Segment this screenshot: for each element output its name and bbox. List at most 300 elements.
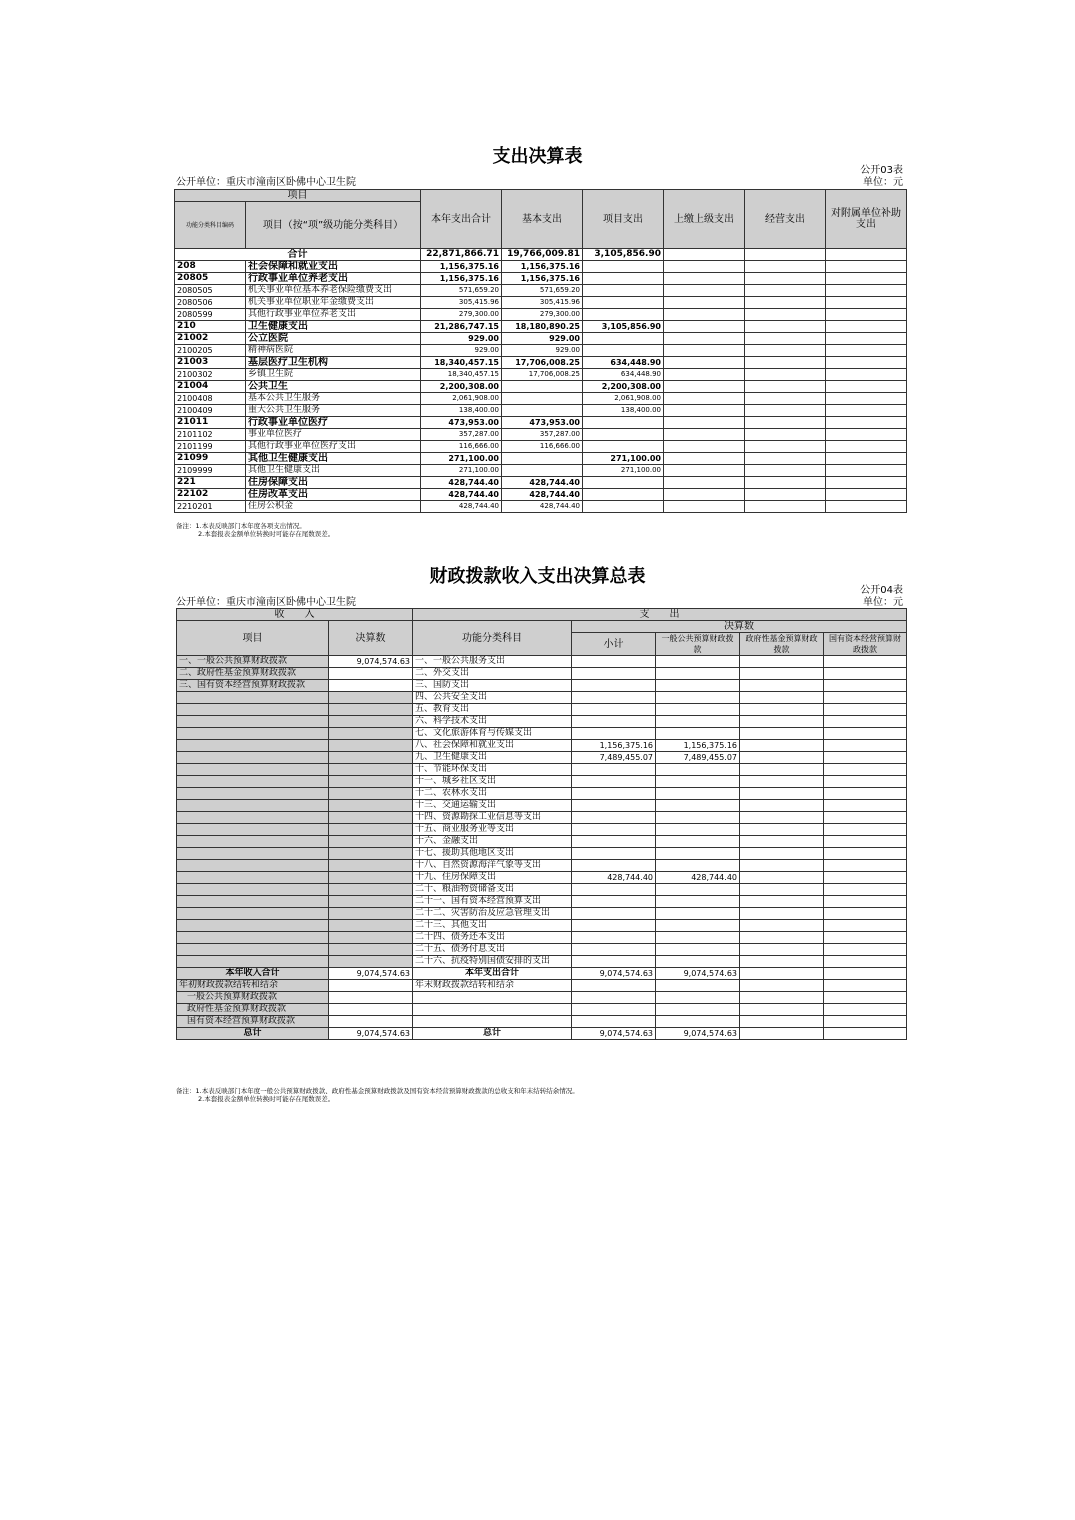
expense-gov-fund xyxy=(740,1016,824,1028)
row-total: 116,666.00 xyxy=(421,441,502,453)
function-item: 三、国防支出 xyxy=(413,680,572,692)
expense-gov-fund xyxy=(740,872,824,884)
row-proj xyxy=(583,297,664,309)
income-item xyxy=(177,800,329,812)
row-basic: 357,287.00 xyxy=(502,429,583,441)
row-code: 2080599 xyxy=(175,309,246,321)
empty-cell xyxy=(826,297,907,309)
income-item: 年初财政拨款结转和结余 xyxy=(177,980,329,992)
expense-general xyxy=(656,668,740,680)
expense-general xyxy=(656,848,740,860)
table-row xyxy=(177,668,907,680)
function-item: 一、一般公共服务支出 xyxy=(413,656,572,668)
expense-state-capital xyxy=(824,968,907,980)
expense-general: 1,156,375.16 xyxy=(656,740,740,752)
empty-cell xyxy=(745,297,826,309)
expense-gov-fund xyxy=(740,920,824,932)
income-amount xyxy=(329,824,413,836)
expense-state-capital xyxy=(824,716,907,728)
row-name: 住房公积金 xyxy=(246,501,421,513)
table-row xyxy=(175,369,907,381)
table-row xyxy=(177,728,907,740)
row-proj: 3,105,856.90 xyxy=(583,321,664,333)
function-item: 十七、援助其他地区支出 xyxy=(413,848,572,860)
income-item: 国有资本经营预算财政拨款 xyxy=(177,1016,329,1028)
row-name: 行政事业单位养老支出 xyxy=(246,273,421,285)
publishing-unit: 公开单位：重庆市潼南区卧佛中心卫生院 xyxy=(176,177,356,188)
income-item: 一、一般公共预算财政拨款 xyxy=(177,656,329,668)
row-proj: 138,400.00 xyxy=(583,405,664,417)
table-row xyxy=(177,788,907,800)
row-basic: 279,300.00 xyxy=(502,309,583,321)
row-code: 221 xyxy=(175,477,246,489)
income-amount xyxy=(329,944,413,956)
expense-general xyxy=(656,776,740,788)
table-row xyxy=(175,357,907,369)
expense-subtotal: 1,156,375.16 xyxy=(572,740,656,752)
row-proj: 2,200,308.00 xyxy=(583,381,664,393)
empty-cell xyxy=(664,261,745,273)
income-item xyxy=(177,728,329,740)
row-basic: 428,744.40 xyxy=(502,477,583,489)
empty-cell xyxy=(664,357,745,369)
function-item: 六、科学技术支出 xyxy=(413,716,572,728)
expense-general xyxy=(656,1004,740,1016)
table-row xyxy=(177,956,907,968)
expense-gov-fund xyxy=(740,956,824,968)
expense-general xyxy=(656,932,740,944)
empty-cell xyxy=(664,345,745,357)
table-row xyxy=(177,992,907,1004)
expense-general xyxy=(656,680,740,692)
income-item: 政府性基金预算财政拨款 xyxy=(177,1004,329,1016)
expense-general xyxy=(656,836,740,848)
table-row xyxy=(175,285,907,297)
function-item: 四、公共安全支出 xyxy=(413,692,572,704)
expense-subtotal xyxy=(572,728,656,740)
header-func: 功能分类科目 xyxy=(413,621,572,656)
table-row xyxy=(177,704,907,716)
empty-cell xyxy=(826,345,907,357)
function-item: 二十一、国有资本经营预算支出 xyxy=(413,896,572,908)
expense-subtotal xyxy=(572,980,656,992)
expense-state-capital xyxy=(824,872,907,884)
expense-gov-fund xyxy=(740,692,824,704)
expense-general xyxy=(656,992,740,1004)
row-code: 21002 xyxy=(175,333,246,345)
table-row xyxy=(177,1016,907,1028)
table-row xyxy=(177,680,907,692)
income-amount: 9,074,574.63 xyxy=(329,1028,413,1040)
expense-state-capital xyxy=(824,956,907,968)
expense-subtotal xyxy=(572,956,656,968)
row-proj xyxy=(583,285,664,297)
expense-general xyxy=(656,884,740,896)
expense-gov-fund xyxy=(740,896,824,908)
income-item xyxy=(177,848,329,860)
table-row xyxy=(175,333,907,345)
income-item: 二、政府性基金预算财政拨款 xyxy=(177,668,329,680)
note2-2: 2.本套报表金额单位转换时可能存在尾数误差。 xyxy=(198,1095,335,1103)
expense-general xyxy=(656,944,740,956)
row-total: 2,061,908.00 xyxy=(421,393,502,405)
function-item xyxy=(413,1016,572,1028)
row-proj: 634,448.90 xyxy=(583,357,664,369)
row-basic: 1,156,375.16 xyxy=(502,273,583,285)
expense-gov-fund xyxy=(740,860,824,872)
row-code: 2100408 xyxy=(175,393,246,405)
empty-cell xyxy=(664,453,745,465)
expense-subtotal xyxy=(572,836,656,848)
expense-gov-fund xyxy=(740,728,824,740)
empty-cell xyxy=(664,321,745,333)
row-basic: 929.00 xyxy=(502,333,583,345)
expense-state-capital xyxy=(824,764,907,776)
empty-cell xyxy=(745,357,826,369)
row-proj xyxy=(583,441,664,453)
table-row xyxy=(177,968,907,980)
row-basic xyxy=(502,393,583,405)
table-row xyxy=(175,489,907,501)
empty-cell xyxy=(745,381,826,393)
income-item: 一般公共预算财政拨款 xyxy=(177,992,329,1004)
expense-general xyxy=(656,956,740,968)
empty-cell xyxy=(826,441,907,453)
empty-cell xyxy=(826,501,907,513)
expense-gov-fund xyxy=(740,824,824,836)
income-item: 本年收入合计 xyxy=(177,968,329,980)
row-name: 其他行政事业单位养老支出 xyxy=(246,309,421,321)
function-item: 十、节能环保支出 xyxy=(413,764,572,776)
row-basic xyxy=(502,465,583,477)
header-upper: 上缴上级支出 xyxy=(664,190,745,249)
expense-general: 9,074,574.63 xyxy=(656,1028,740,1040)
empty-cell xyxy=(826,417,907,429)
empty-cell xyxy=(826,393,907,405)
table-row xyxy=(175,345,907,357)
row-total: 2,200,308.00 xyxy=(421,381,502,393)
table-row xyxy=(177,920,907,932)
row-code: 2080506 xyxy=(175,297,246,309)
table-row xyxy=(177,764,907,776)
income-amount xyxy=(329,980,413,992)
expense-state-capital xyxy=(824,848,907,860)
income-amount xyxy=(329,740,413,752)
row-total: 271,100.00 xyxy=(421,465,502,477)
currency-unit: 单位：元 xyxy=(863,177,903,188)
row-basic: 428,744.40 xyxy=(502,489,583,501)
table-row xyxy=(175,297,907,309)
row-proj: 271,100.00 xyxy=(583,453,664,465)
table-row xyxy=(175,417,907,429)
income-item: 三、国有资本经营预算财政拨款 xyxy=(177,680,329,692)
expense-state-capital xyxy=(824,800,907,812)
empty-cell xyxy=(826,465,907,477)
expense-general xyxy=(656,824,740,836)
expense-gov-fund xyxy=(740,968,824,980)
income-amount xyxy=(329,860,413,872)
row-code: 21003 xyxy=(175,357,246,369)
table-row xyxy=(177,980,907,992)
sum-total: 22,871,866.71 xyxy=(421,249,502,261)
row-proj: 634,448.90 xyxy=(583,369,664,381)
empty-cell xyxy=(664,333,745,345)
row-total: 271,100.00 xyxy=(421,453,502,465)
row-proj: 271,100.00 xyxy=(583,465,664,477)
expense-gov-fund xyxy=(740,980,824,992)
row-basic xyxy=(502,453,583,465)
expense-subtotal xyxy=(572,764,656,776)
empty-cell xyxy=(826,321,907,333)
row-basic: 116,666.00 xyxy=(502,441,583,453)
income-amount xyxy=(329,848,413,860)
expense-subtotal xyxy=(572,656,656,668)
empty-cell xyxy=(745,345,826,357)
income-item xyxy=(177,764,329,776)
income-item xyxy=(177,884,329,896)
expense-general xyxy=(656,788,740,800)
table-row xyxy=(175,381,907,393)
expense-gov-fund xyxy=(740,944,824,956)
function-item: 十三、交通运输支出 xyxy=(413,800,572,812)
income-item xyxy=(177,896,329,908)
row-basic: 571,659.20 xyxy=(502,285,583,297)
income-amount xyxy=(329,668,413,680)
function-item: 十六、金融支出 xyxy=(413,836,572,848)
row-code: 2109999 xyxy=(175,465,246,477)
expense-subtotal xyxy=(572,860,656,872)
empty-cell xyxy=(664,405,745,417)
row-total: 1,156,375.16 xyxy=(421,273,502,285)
row-name: 住房保障支出 xyxy=(246,477,421,489)
function-item: 二十三、其他支出 xyxy=(413,920,572,932)
expense-general xyxy=(656,656,740,668)
row-proj xyxy=(583,333,664,345)
expense-subtotal xyxy=(572,824,656,836)
expense-subtotal xyxy=(572,692,656,704)
row-code: 21099 xyxy=(175,453,246,465)
expense-subtotal: 7,489,455.07 xyxy=(572,752,656,764)
expense-state-capital xyxy=(824,728,907,740)
function-item xyxy=(413,1004,572,1016)
row-basic: 473,953.00 xyxy=(502,417,583,429)
expense-state-capital xyxy=(824,680,907,692)
row-basic xyxy=(502,405,583,417)
row-total: 428,744.40 xyxy=(421,489,502,501)
expense-subtotal xyxy=(572,1016,656,1028)
expense-gov-fund xyxy=(740,704,824,716)
row-code: 210 xyxy=(175,321,246,333)
expense-subtotal: 9,074,574.63 xyxy=(572,968,656,980)
function-item: 十四、资源勘探工业信息等支出 xyxy=(413,812,572,824)
expense-general xyxy=(656,812,740,824)
row-code: 2101199 xyxy=(175,441,246,453)
header-code: 功能分类科目编码 xyxy=(175,202,246,249)
table-row xyxy=(175,273,907,285)
income-amount xyxy=(329,728,413,740)
row-name: 住房改革支出 xyxy=(246,489,421,501)
function-item: 二十二、灾害防治及应急管理支出 xyxy=(413,908,572,920)
row-total: 305,415.96 xyxy=(421,297,502,309)
income-item xyxy=(177,824,329,836)
row-name: 重大公共卫生服务 xyxy=(246,405,421,417)
empty-cell xyxy=(826,261,907,273)
expense-general xyxy=(656,728,740,740)
function-item: 十五、商业服务业等支出 xyxy=(413,824,572,836)
expense-gov-fund xyxy=(740,680,824,692)
expense-gov-fund xyxy=(740,932,824,944)
income-amount xyxy=(329,692,413,704)
empty-cell xyxy=(664,297,745,309)
expense-subtotal: 428,744.40 xyxy=(572,872,656,884)
header-name: 项目（按“项”级功能分类科目） xyxy=(246,202,421,249)
function-item: 十一、城乡社区支出 xyxy=(413,776,572,788)
income-amount xyxy=(329,1004,413,1016)
empty-cell xyxy=(745,489,826,501)
table-row xyxy=(177,908,907,920)
income-item xyxy=(177,692,329,704)
empty-cell xyxy=(664,381,745,393)
income-item xyxy=(177,908,329,920)
note2-1: 备注：1.本表反映部门本年度一般公共预算财政拨款、政府性基金预算财政拨款及国有资本经营预算财政拨款的总收支和年末结转结余情况。 xyxy=(176,1087,579,1095)
empty-cell xyxy=(745,465,826,477)
function-item: 二、外交支出 xyxy=(413,668,572,680)
empty-cell xyxy=(664,273,745,285)
row-name: 机关事业单位基本养老保险缴费支出 xyxy=(246,285,421,297)
empty-cell xyxy=(745,321,826,333)
row-proj xyxy=(583,477,664,489)
expense-general xyxy=(656,896,740,908)
expense-state-capital xyxy=(824,704,907,716)
expense-gov-fund xyxy=(740,788,824,800)
empty-cell xyxy=(745,441,826,453)
empty-cell xyxy=(745,261,826,273)
function-item: 七、文化旅游体育与传媒支出 xyxy=(413,728,572,740)
row-total: 138,400.00 xyxy=(421,405,502,417)
income-amount xyxy=(329,1016,413,1028)
row-name: 精神病医院 xyxy=(246,345,421,357)
table-row xyxy=(175,321,907,333)
row-code: 2100409 xyxy=(175,405,246,417)
table-code: 公开03表 xyxy=(860,165,903,176)
table-row xyxy=(177,812,907,824)
row-name: 其他行政事业单位医疗支出 xyxy=(246,441,421,453)
expense-general xyxy=(656,1016,740,1028)
expense-general xyxy=(656,980,740,992)
table-row xyxy=(175,453,907,465)
expense-general xyxy=(656,716,740,728)
expense-state-capital xyxy=(824,908,907,920)
row-code: 208 xyxy=(175,261,246,273)
row-proj xyxy=(583,429,664,441)
table-row xyxy=(177,860,907,872)
table-row xyxy=(177,740,907,752)
table-row xyxy=(177,944,907,956)
empty-cell xyxy=(664,465,745,477)
expense-state-capital xyxy=(824,692,907,704)
income-amount xyxy=(329,764,413,776)
empty-cell xyxy=(826,429,907,441)
income-item xyxy=(177,956,329,968)
income-amount xyxy=(329,908,413,920)
expense-gov-fund xyxy=(740,908,824,920)
table-row xyxy=(175,501,907,513)
expense-state-capital xyxy=(824,896,907,908)
expense-subtotal xyxy=(572,944,656,956)
income-item xyxy=(177,920,329,932)
income-amount xyxy=(329,836,413,848)
expense-general xyxy=(656,764,740,776)
table-row xyxy=(177,848,907,860)
note-2: 2.本套报表金额单位转换时可能存在尾数误差。 xyxy=(198,530,335,538)
income-amount xyxy=(329,872,413,884)
function-item: 十二、农林水支出 xyxy=(413,788,572,800)
empty-cell xyxy=(664,393,745,405)
expense-gov-fund xyxy=(740,848,824,860)
expense-subtotal xyxy=(572,920,656,932)
row-basic: 18,180,890.25 xyxy=(502,321,583,333)
row-total: 357,287.00 xyxy=(421,429,502,441)
expense-general xyxy=(656,704,740,716)
income-amount xyxy=(329,884,413,896)
income-amount xyxy=(329,956,413,968)
expense-state-capital xyxy=(824,980,907,992)
header-income: 收 入 xyxy=(177,609,413,621)
expense-subtotal: 9,074,574.63 xyxy=(572,1028,656,1040)
expense-subtotal xyxy=(572,992,656,1004)
income-amount: 9,074,574.63 xyxy=(329,656,413,668)
table-row xyxy=(177,896,907,908)
expense-state-capital xyxy=(824,740,907,752)
function-item: 二十六、抗疫特别国债安排的支出 xyxy=(413,956,572,968)
expense-subtotal xyxy=(572,848,656,860)
table-row xyxy=(177,824,907,836)
row-proj xyxy=(583,489,664,501)
function-item: 八、社会保障和就业支出 xyxy=(413,740,572,752)
row-basic: 1,156,375.16 xyxy=(502,261,583,273)
empty-cell xyxy=(664,489,745,501)
function-item: 二十五、债务付息支出 xyxy=(413,944,572,956)
sum-label: 合计 xyxy=(175,249,421,261)
expense-gov-fund xyxy=(740,1028,824,1040)
expense-state-capital xyxy=(824,1004,907,1016)
header-item: 项目 xyxy=(177,621,329,656)
empty-cell xyxy=(745,285,826,297)
income-amount xyxy=(329,752,413,764)
income-item xyxy=(177,716,329,728)
row-code: 2100302 xyxy=(175,369,246,381)
expense-gov-fund xyxy=(740,716,824,728)
function-item: 五、教育支出 xyxy=(413,704,572,716)
row-total: 929.00 xyxy=(421,333,502,345)
function-item: 十八、自然资源海洋气象等支出 xyxy=(413,860,572,872)
row-total: 18,340,457.15 xyxy=(421,369,502,381)
table-row xyxy=(177,656,907,668)
header-general: 一般公共预算财政拨款 xyxy=(656,633,740,656)
table-row xyxy=(175,405,907,417)
row-proj xyxy=(583,417,664,429)
empty-cell xyxy=(745,309,826,321)
function-item: 十九、住房保障支出 xyxy=(413,872,572,884)
empty-cell xyxy=(826,333,907,345)
empty-cell xyxy=(826,405,907,417)
empty-cell xyxy=(745,429,826,441)
expense-state-capital xyxy=(824,860,907,872)
expense-subtotal xyxy=(572,908,656,920)
income-item xyxy=(177,836,329,848)
function-item xyxy=(413,992,572,1004)
row-proj xyxy=(583,309,664,321)
